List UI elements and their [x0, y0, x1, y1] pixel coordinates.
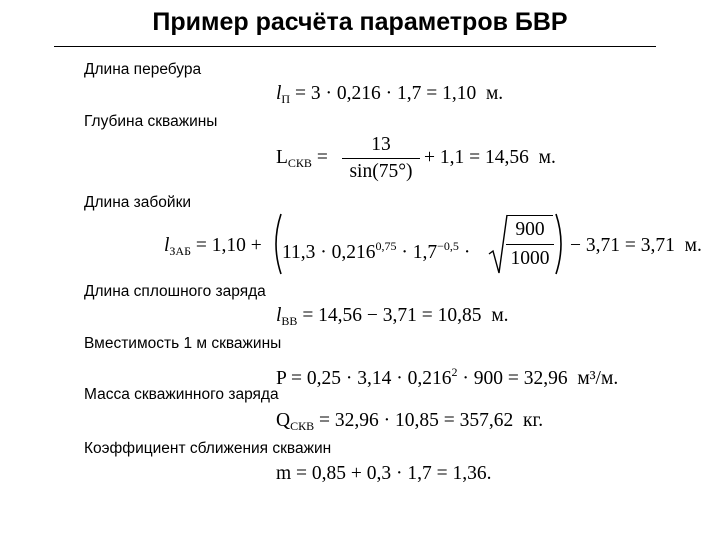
depth-unit: м. [538, 147, 556, 168]
stemming-symbol: l [164, 235, 170, 256]
overdrill-symbol: l [276, 83, 282, 104]
stemming-term-a: 11,3 · 0,216 [282, 242, 376, 263]
stemming-denominator: 1000 [510, 248, 550, 269]
charge-length-symbol: l [276, 305, 282, 326]
stemming-exponent-2: −0,5 [437, 239, 459, 253]
stemming-lead: = 1,10 + [191, 235, 262, 256]
depth-fraction-bar [342, 158, 420, 159]
charge-length-label: Длина сплошного заряда [84, 283, 266, 300]
charge-mass-subscript: СКВ [290, 419, 315, 433]
depth-subscript: СКВ [287, 156, 312, 170]
depth-label: Глубина скважины [84, 113, 218, 130]
overdrill-formula [276, 82, 503, 111]
charge-mass-symbol: Q [276, 410, 291, 431]
stemming-formula-left [164, 234, 262, 263]
charge-length-formula [276, 304, 509, 333]
overdrill-expression: = 3 · 0,216 · 1,7 = 1,10 [290, 83, 477, 104]
charge-mass-unit: кг. [522, 410, 544, 431]
spacing-expression: = 0,85 + 0,3 · 1,7 = 1,36 [291, 463, 487, 484]
stemming-formula-right [570, 234, 702, 258]
overdrill-subscript: П [281, 92, 291, 106]
stemming-formula-middle [282, 234, 470, 265]
stemming-exponent-1: 0,75 [375, 239, 397, 253]
overdrill-label: Длина перебура [84, 61, 202, 78]
depth-symbol: L [276, 147, 288, 168]
charge-length-expression: = 14,56 − 3,71 = 10,85 [297, 305, 482, 326]
charge-length-unit: м. [491, 305, 509, 326]
page-title: Пример расчёта параметров БВР [152, 8, 568, 36]
stemming-unit: м. [684, 235, 702, 256]
spacing-unit: . [486, 463, 492, 484]
capacity-term-a: = 0,25 · 3,14 · 0,216 [286, 368, 452, 389]
depth-equals: = [316, 147, 328, 168]
depth-numerator: 13 [371, 134, 391, 155]
capacity-symbol: P [276, 368, 287, 389]
sqrt-overline [507, 215, 553, 216]
overdrill-unit: м. [485, 83, 504, 104]
depth-formula-left [276, 146, 328, 175]
sqrt-sign-icon [488, 214, 508, 276]
spacing-label: Коэффициент сближения скважин [84, 440, 332, 457]
charge-length-subscript: ВВ [281, 314, 298, 328]
charge-mass-label: Масса скважинного заряда [84, 386, 279, 403]
capacity-formula [276, 360, 618, 391]
title-divider [54, 46, 656, 47]
charge-mass-expression: = 32,96 · 10,85 = 357,62 [314, 410, 514, 431]
stemming-fraction-bar [506, 244, 554, 245]
capacity-term-b: · 900 = 32,96 [457, 368, 568, 389]
right-paren-icon [554, 212, 568, 276]
capacity-unit: м³/м. [577, 368, 619, 389]
capacity-label: Вместимость 1 м скважины [84, 335, 282, 352]
capacity-exponent: 2 [451, 365, 458, 379]
stemming-subscript: ЗАБ [169, 244, 191, 258]
stemming-dot: · [458, 242, 471, 263]
spacing-symbol: m [276, 463, 292, 484]
depth-tail: + 1,1 = 14,56 [424, 147, 529, 168]
depth-formula-right [424, 146, 556, 170]
stemming-numerator: 900 [515, 219, 545, 240]
stemming-label: Длина забойки [84, 194, 192, 211]
stemming-term-b: · 1,7 [396, 242, 438, 263]
spacing-formula [276, 462, 492, 486]
charge-mass-formula [276, 409, 543, 438]
depth-denominator: sin(75°) [349, 161, 413, 182]
stemming-tail: − 3,71 = 3,71 [570, 235, 675, 256]
